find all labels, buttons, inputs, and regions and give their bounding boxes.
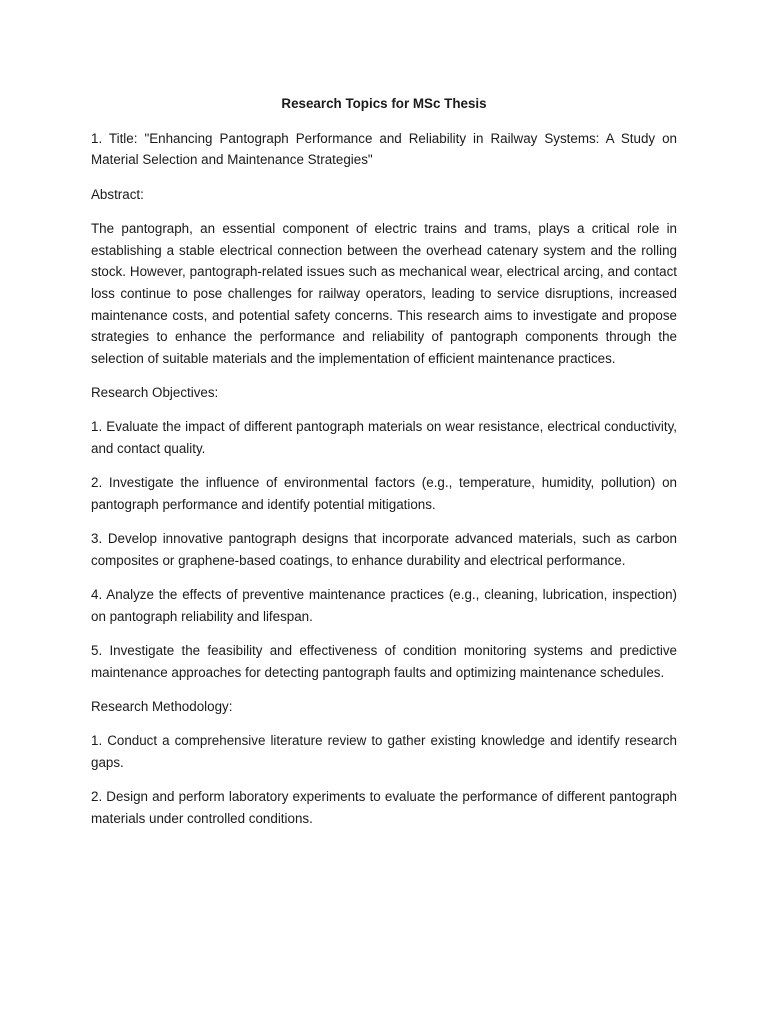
methodology-heading: Research Methodology: — [91, 698, 233, 714]
objective-item: 4. Analyze the effects of preventive maintenance practices (e.g., cleaning, lubrication, inspection) on pantograph reliability and lifespan. — [91, 587, 677, 624]
objectives-list — [91, 416, 677, 683]
topic-title: 1. Title: "Enhancing Pantograph Performance and Reliability in Railway Systems: A Study on Material Selection and Maintenance Strategies" — [91, 130, 677, 168]
methodology-list — [91, 730, 677, 829]
document-title: Research Topics for MSc Thesis — [281, 96, 487, 111]
methodology-item: 1. Conduct a comprehensive literature review to gather existing knowledge and identify research gaps. — [91, 733, 677, 770]
document-page — [91, 93, 677, 842]
abstract-text: The pantograph, an essential component of electric trains and trams, plays a critical role in establishing a stable electrical connection between the overhead catenary system and the rolling stock. However, pantograph-related issues such as mechanical wear, electrical arcing, and contact loss continue to pose challenges for railway operators, leading to service disruptions, increased maintenance costs, and potential safety concerns. This research aims to investigate and propose strategies to enhance the performance and reliability of pantograph components through the selection of suitable materials and the implementation of efficient maintenance practices. — [91, 220, 677, 367]
objective-item: 3. Develop innovative pantograph designs that incorporate advanced materials, such as carbon composites or graphene-based coatings, to enhance durability and electrical performance. — [91, 531, 677, 568]
objective-item: 1. Evaluate the impact of different pantograph materials on wear resistance, electrical conductivity, and contact quality. — [91, 419, 677, 457]
methodology-item: 2. Design and perform laboratory experiments to evaluate the performance of different pantograph materials under controlled conditions. — [91, 789, 677, 826]
objective-item: 5. Investigate the feasibility and effectiveness of condition monitoring systems and predictive maintenance approaches for detecting pantograph faults and optimizing maintenance schedules. — [91, 643, 677, 680]
objectives-heading: Research Objectives: — [91, 385, 219, 401]
objective-item: 2. Investigate the influence of environmental factors (e.g., temperature, humidity, pollution) on pantograph performance and identify potential mitigations. — [91, 475, 677, 513]
abstract-heading: Abstract: — [91, 186, 144, 202]
